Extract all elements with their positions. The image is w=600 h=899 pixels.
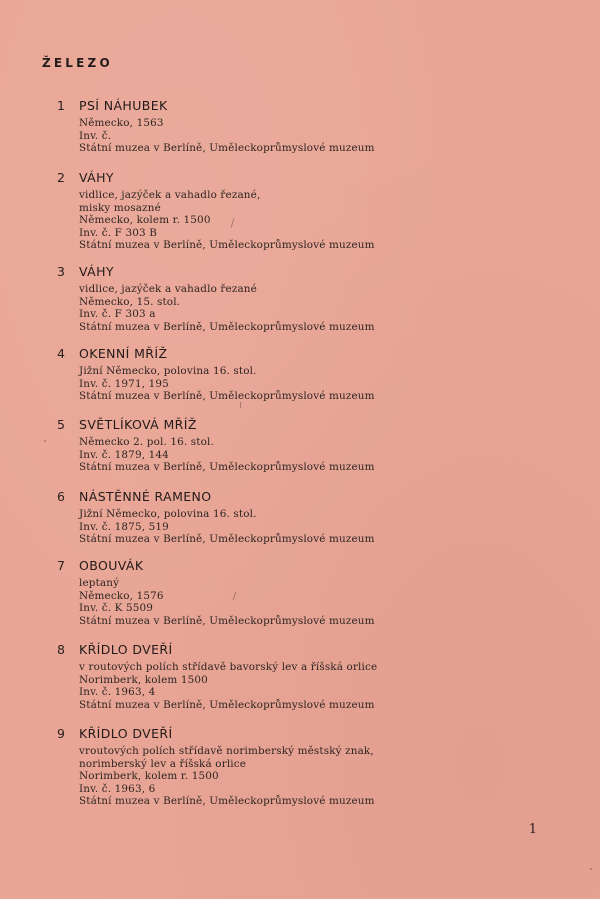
entry-detail-line: vroutových polích střídavě norimberský městský znak, <box>79 745 374 757</box>
entry-details <box>79 661 377 711</box>
section-title: ŽELEZO <box>42 56 113 70</box>
entry-title: SVĚTLÍKOVÁ MŘÍŽ <box>79 417 197 432</box>
entry-title: VÁHY <box>79 170 114 185</box>
entry-detail-line: Jižní Německo, polovina 16. stol. <box>79 508 257 520</box>
entry-details <box>79 436 375 474</box>
entry-detail-line: Inv. č. 1879, 144 <box>79 448 169 461</box>
entry-detail-line: Německo, 1563 <box>79 117 164 129</box>
entry-details <box>79 117 375 155</box>
entry-detail-line: vidlice, jazýček a vahadlo řezané <box>79 283 257 295</box>
entry-detail-line: Německo, 15. stol. <box>79 295 181 308</box>
entry-details <box>79 365 375 403</box>
entry-detail-line: Státní muzea v Berlíně, Uměleckoprůmyslové muzeum <box>79 461 375 474</box>
entry-number: 9 <box>57 726 65 741</box>
entry-number: 1 <box>57 98 65 113</box>
entry-details <box>79 745 375 808</box>
entry-detail-line: Inv. č. F 303 B <box>79 226 157 239</box>
entry-detail-line: Německo, 1576 <box>79 589 164 602</box>
entry-detail-line: norimberský lev a říšská orlice <box>79 757 247 770</box>
entry-detail-line: Německo 2. pol. 16. stol. <box>79 436 214 448</box>
entry-detail-line: Státní muzea v Berlíně, Uměleckoprůmyslové muzeum <box>79 614 375 627</box>
entry-details <box>79 508 375 546</box>
entry-detail-line: Jižní Německo, polovina 16. stol. <box>79 365 257 377</box>
entry-title: PSÍ NÁHUBEK <box>79 98 168 113</box>
paper-speck <box>590 868 592 870</box>
entry-detail-line: Státní muzea v Berlíně, Uměleckoprůmyslové muzeum <box>79 239 375 252</box>
entry-detail-line: Státní muzea v Berlíně, Uměleckoprůmyslové muzeum <box>79 698 375 711</box>
entry-detail-line: Inv. č. K 5509 <box>79 602 154 615</box>
entry-detail-line: leptaný <box>79 577 120 589</box>
entry-detail-line: Inv. č. 1963, 6 <box>79 782 156 795</box>
entry-detail-line: Norimberk, kolem 1500 <box>79 673 208 686</box>
entry-detail-line: Státní muzea v Berlíně, Uměleckoprůmyslové muzeum <box>79 390 375 403</box>
entry-detail-line: Státní muzea v Berlíně, Uměleckoprůmyslové muzeum <box>79 533 375 546</box>
entry-number: 2 <box>57 170 65 185</box>
entry-detail-line: Inv. č. <box>79 129 112 142</box>
paper-speck <box>44 440 46 442</box>
paper-speck <box>240 402 241 408</box>
entry-number: 5 <box>57 417 65 432</box>
entry-title: KŘÍDLO DVEŘÍ <box>79 726 173 741</box>
entry-title: OKENNÍ MŘÍŽ <box>79 346 168 361</box>
entry-number: 4 <box>57 346 65 361</box>
entry-details <box>79 283 375 333</box>
entry-detail-line: Inv. č. 1971, 195 <box>79 377 169 390</box>
entry-number: 3 <box>57 264 65 279</box>
entry-detail-line: Inv. č. 1875, 519 <box>79 520 169 533</box>
entry-title: KŘÍDLO DVEŘÍ <box>79 642 173 657</box>
entry-detail-line: Inv. č. 1963, 4 <box>79 686 156 699</box>
entry-detail-line: misky mosazné <box>79 201 161 214</box>
entry-detail-line: Státní muzea v Berlíně, Uměleckoprůmyslové muzeum <box>79 795 375 808</box>
entry-detail-line: Státní muzea v Berlíně, Uměleckoprůmyslové muzeum <box>79 142 375 155</box>
entry-detail-line: vidlice, jazýček a vahadlo řezané, <box>79 189 261 201</box>
page-number: 1 <box>528 822 537 837</box>
entry-title: NÁSTĚNNÉ RAMENO <box>79 489 212 504</box>
entry-number: 7 <box>57 558 65 573</box>
entry-detail-line: Státní muzea v Berlíně, Uměleckoprůmyslové muzeum <box>79 320 375 333</box>
entry-title: OBOUVÁK <box>79 558 144 573</box>
entry-detail-line: v routových polích střídavě bavorský lev a říšská orlice <box>79 661 378 673</box>
entry-detail-line: Norimberk, kolem r. 1500 <box>79 770 219 783</box>
entry-number: 8 <box>57 642 65 657</box>
entry-details <box>79 189 375 252</box>
entry-number: 6 <box>57 489 65 504</box>
entry-detail-line: Německo, kolem r. 1500 <box>79 214 211 227</box>
entry-detail-line: Inv. č. F 303 a <box>79 308 156 321</box>
entry-details <box>79 577 375 627</box>
entry-title: VÁHY <box>79 264 114 279</box>
